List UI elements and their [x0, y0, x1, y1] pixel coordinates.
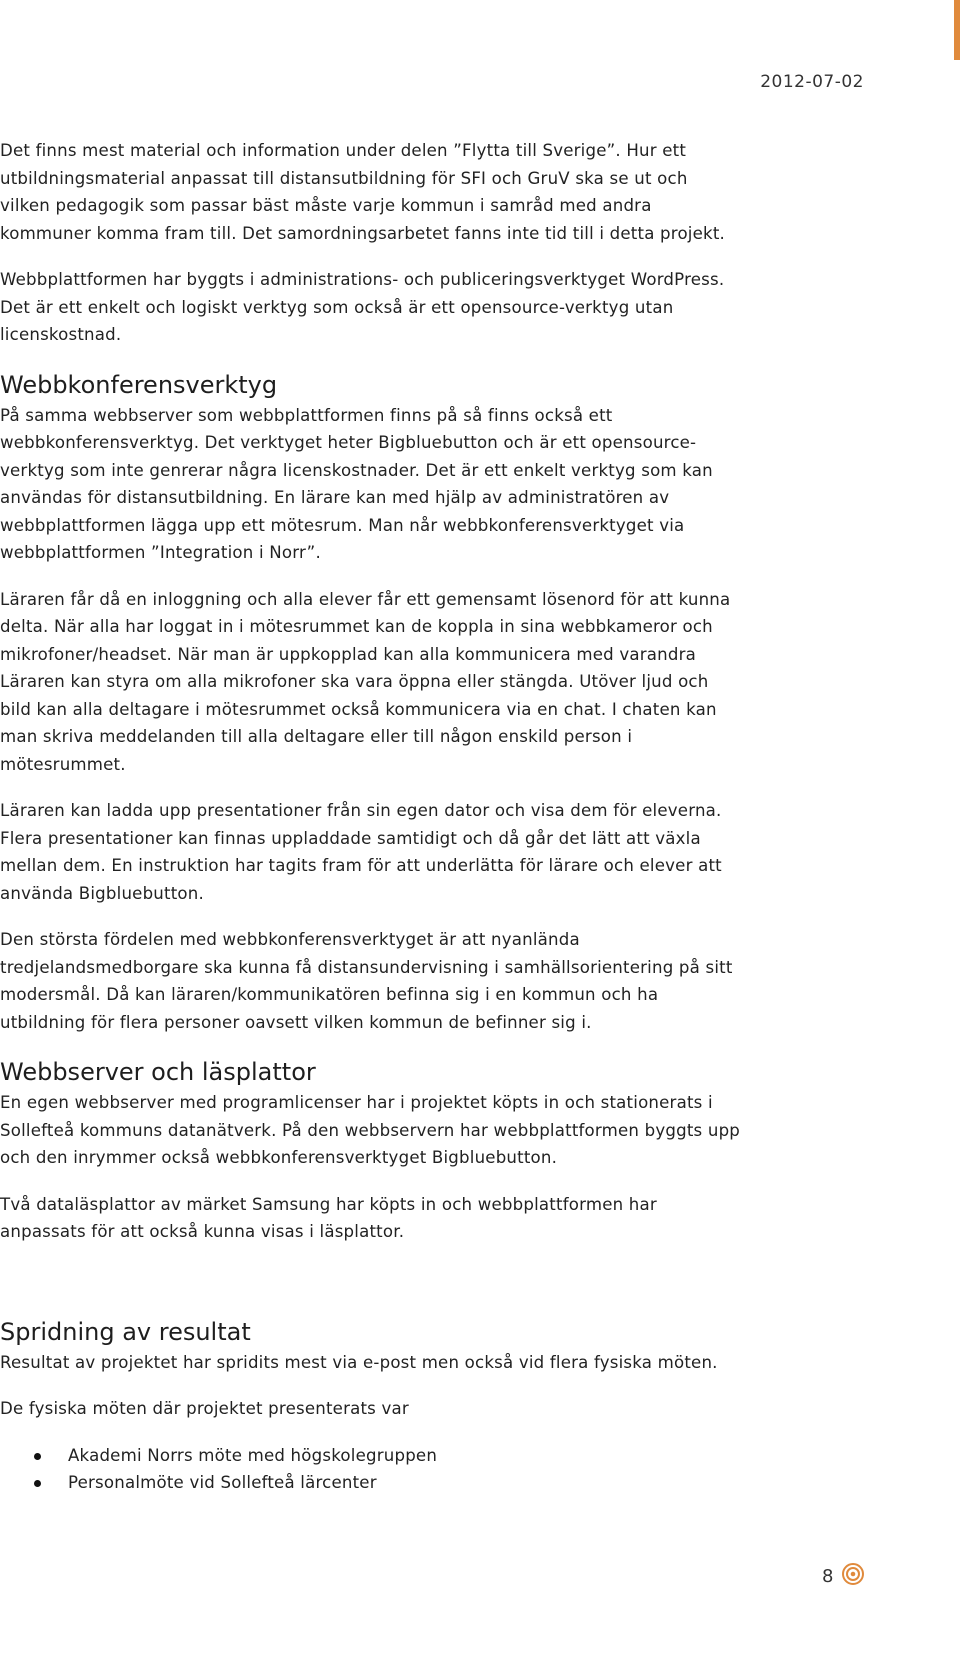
concentric-circles-icon: [841, 1562, 865, 1586]
paragraph-webbserver-1: En egen webbserver med programlicenser har i projektet köpts in och stationerats i Sollefteå kommuns datanätverk. På den webbservern har webbplattformen byggts upp och den inrymmer också webbkonferensverktyget Bigbluebutton.: [0, 1093, 741, 1167]
list-item-text: Akademi Norrs möte med högskolegruppen: [68, 1445, 438, 1465]
paragraph-webbkonferens-1: På samma webbserver som webbplattformen finns på så finns också ett webbkonferensverktyg. Det verktyget heter Bigbluebutton och är ett opensource- verktyg som inte genrerar några licenskostnader. Det är ett enkelt verktyg som kan användas för distansutbildning. En lärare kan med hjälp av administratören av webbplattformen lägga upp ett mötesrum. Man når webbkonferensverktyget via webbplattformen ”Integration i Norr”.: [0, 405, 713, 562]
paragraph-webbserver-2: Två dataläsplattor av märket Samsung har köpts in och webbplattformen har anpassats för att också kunna visas i läsplattor.: [0, 1194, 657, 1241]
document-body: [0, 137, 880, 1497]
bullet-icon: [34, 1480, 41, 1487]
paragraph-spridning-1: Resultat av projektet har spridits mest via e-post men också vid flera fysiska möten.: [0, 1352, 718, 1372]
list-item: [34, 1442, 880, 1470]
heading-webbkonferensverktyg: Webbkonferensverktyg: [0, 370, 278, 399]
paragraph-spridning-2: De fysiska möten där projektet presenterats var: [0, 1399, 409, 1418]
list-item-text: Personalmöte vid Sollefteå lärcenter: [68, 1473, 377, 1492]
paragraph-webbkonferens-2: Läraren får då en inloggning och alla elever får ett gemensamt lösenord för att kunna delta. När alla har loggat in i mötesrummet kan de koppla in sina webbkameror och mikrofoner/headset. När man är uppkopplad kan alla kommunicera med varandra Läraren kan styra om alla mikrofoner ska vara öppna eller stängda. Utöver ljud och bild kan alla deltagare i mötesrummet också kommunicera via en chat. I chaten kan man skriva meddelanden till alla deltagare eller till någon enskild person i mötesrummet.: [0, 589, 731, 774]
heading-spridning: Spridning av resultat: [0, 1317, 251, 1346]
list-item: [34, 1469, 880, 1497]
page-number: 8: [822, 1566, 834, 1587]
heading-webbserver: Webbserver och läsplattor: [0, 1058, 316, 1086]
paragraph-intro-2: Webbplattformen har byggts i administrations- och publiceringsverktyget WordPress. Det är ett enkelt och logiskt verktyg som också är ett opensource-verktyg utan licenskostnad.: [0, 270, 725, 344]
section-spacer: [0, 1265, 880, 1305]
paragraph-webbkonferens-3: Läraren kan ladda upp presentationer från sin egen dator och visa dem för eleverna. Flera presentationer kan finnas uppladdade samtidigt och då går det lätt att växla mellan dem. En instruktion har tagits fram för att underlätta för lärare och elever att använda Bigbluebutton.: [0, 801, 722, 903]
paragraph-webbkonferens-4: Den största fördelen med webbkonferensverktyget är att nyanlända tredjelandsmedborgare ska kunna få distansundervisning i samhällsorientering på sitt modersmål. Då kan läraren/kommunikatören befinna sig i en kommun och ha utbildning för flera personer oavsett vilken kommun de befinner sig i.: [0, 930, 733, 1032]
header-date: 2012-07-02: [760, 72, 864, 92]
bullet-icon: [34, 1453, 41, 1460]
paragraph-intro-1: Det finns mest material och information under delen ”Flytta till Sverige”. Hur ett utbildningsmaterial anpassat till distansutbildning för SFI och GruV ska se ut och vilken pedagogik som passar bäst måste varje kommun i samråd med andra kommuner komma fram till. Det samordningsarbetet fanns inte tid till i detta projekt.: [0, 141, 726, 243]
header-accent-bar: [954, 0, 960, 60]
meetings-list: [0, 1442, 880, 1497]
